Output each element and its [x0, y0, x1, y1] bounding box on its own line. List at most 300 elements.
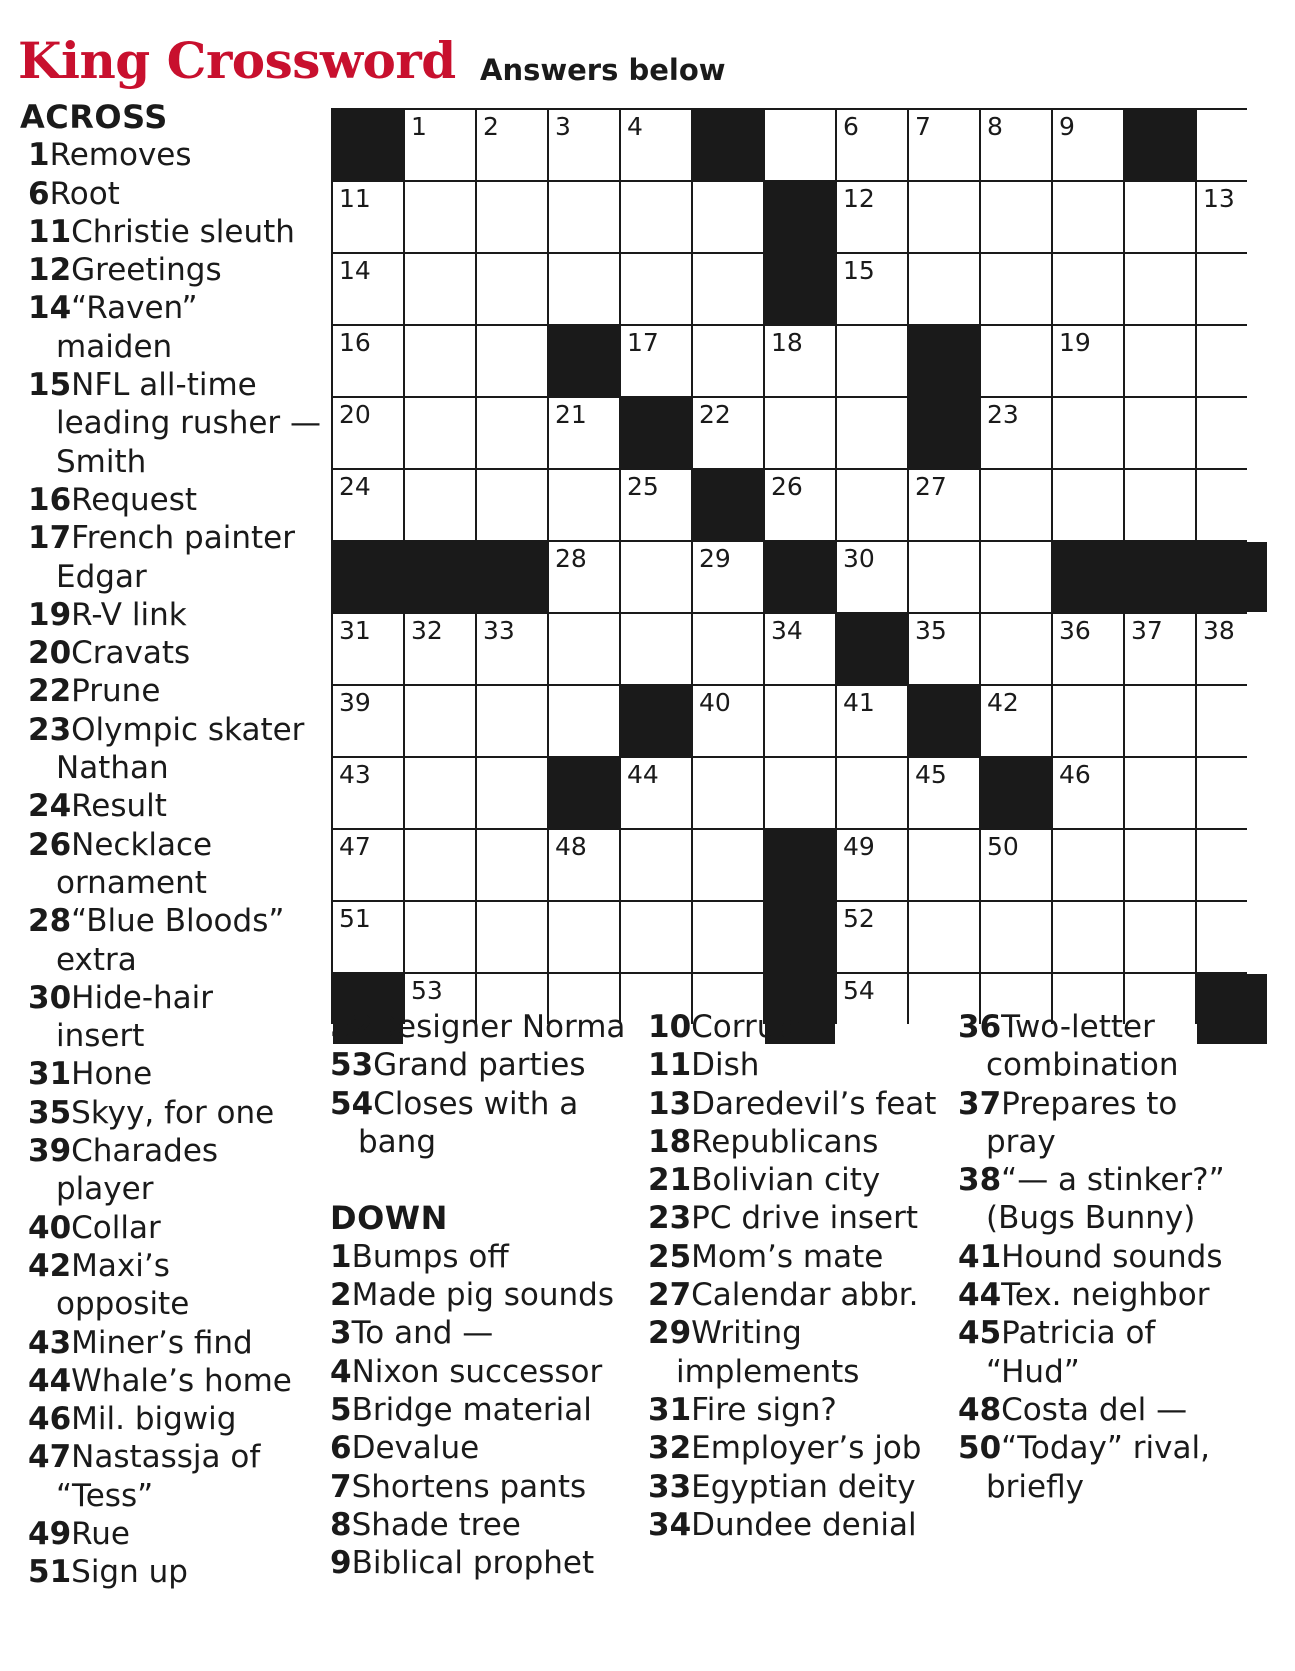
black-square — [837, 614, 907, 684]
grid-cell[interactable] — [981, 470, 1051, 540]
grid-cell[interactable] — [693, 326, 763, 396]
grid-cell[interactable] — [909, 830, 979, 900]
clue-number: 53 — [330, 1047, 374, 1084]
grid-cell[interactable] — [1125, 614, 1195, 684]
grid-cell[interactable] — [765, 686, 835, 756]
clue-text: Greetings — [71, 252, 222, 289]
down-clue-list-continued-2 — [950, 1008, 1225, 1506]
across-clue-list — [20, 136, 321, 1591]
across-clue-49 — [20, 1515, 321, 1553]
grid-cell[interactable] — [909, 614, 979, 684]
clue-text-continued: player — [56, 1171, 154, 1208]
cell-number: 12 — [843, 184, 875, 213]
grid-cell[interactable] — [981, 398, 1051, 468]
across-clue-26 — [20, 826, 321, 903]
grid-cell[interactable] — [1053, 398, 1123, 468]
clue-text-continued: bang — [358, 1123, 436, 1160]
grid-cell[interactable] — [1053, 614, 1123, 684]
grid-cell[interactable] — [837, 254, 907, 324]
clues-column-4 — [950, 1008, 1225, 1506]
grid-cell[interactable] — [621, 326, 691, 396]
clue-number: 20 — [28, 635, 72, 672]
clue-text-continued: (Bugs Bunny) — [986, 1200, 1196, 1237]
grid-cell[interactable] — [333, 398, 403, 468]
cell-number: 32 — [411, 616, 443, 645]
black-square — [693, 110, 763, 180]
grid-cell[interactable] — [1053, 254, 1123, 324]
grid-cell[interactable] — [477, 758, 547, 828]
grid-cell[interactable] — [549, 398, 619, 468]
clue-text: Shortens pants — [351, 1468, 587, 1505]
grid-cell[interactable] — [477, 398, 547, 468]
clue-number: 30 — [28, 979, 72, 1016]
cell-number: 18 — [771, 328, 803, 357]
clue-number: 52 — [330, 1009, 374, 1045]
answers-note: Answers below — [480, 53, 726, 87]
clue-text: Prepares to — [1001, 1085, 1178, 1122]
grid-cell[interactable] — [1125, 182, 1195, 252]
grid-cell[interactable] — [549, 830, 619, 900]
cell-number: 4 — [627, 112, 643, 141]
down-clue-6 — [322, 1429, 625, 1467]
grid-cell[interactable] — [1197, 110, 1267, 180]
grid-cell[interactable] — [837, 470, 907, 540]
grid-cell[interactable] — [1197, 758, 1267, 828]
clue-text: Result — [71, 788, 167, 825]
clue-text-continued: ornament — [56, 864, 207, 901]
clue-number: 11 — [28, 213, 72, 250]
across-clue-24 — [20, 787, 321, 825]
clue-text: Bumps off — [351, 1238, 509, 1275]
grid-cell[interactable] — [1197, 326, 1267, 396]
across-clue-6 — [20, 175, 321, 213]
grid-cell[interactable] — [1197, 830, 1267, 900]
cell-number: 33 — [483, 616, 515, 645]
down-clue-9 — [322, 1544, 625, 1582]
cell-number: 3 — [555, 112, 571, 141]
grid-cell[interactable] — [1053, 830, 1123, 900]
cell-number: 7 — [915, 112, 931, 141]
grid-cell[interactable] — [1125, 902, 1195, 972]
grid-cell[interactable] — [477, 686, 547, 756]
grid-cell[interactable] — [1053, 182, 1123, 252]
grid-cell[interactable] — [693, 542, 763, 612]
black-square — [1197, 542, 1267, 612]
grid-cell[interactable] — [477, 182, 547, 252]
clue-number: 4 — [330, 1353, 352, 1390]
cell-number: 17 — [627, 328, 659, 357]
cell-number: 46 — [1059, 760, 1091, 789]
down-clue-11 — [640, 1046, 936, 1084]
clue-text: Rue — [71, 1515, 131, 1552]
grid-cell[interactable] — [981, 830, 1051, 900]
clue-number: 6 — [28, 175, 50, 212]
clue-number: 26 — [28, 826, 72, 863]
grid-cell[interactable] — [981, 110, 1051, 180]
clue-text-continued: maiden — [56, 328, 173, 365]
grid-cell[interactable] — [333, 830, 403, 900]
grid-cell[interactable] — [477, 830, 547, 900]
grid-cell[interactable] — [549, 254, 619, 324]
down-clue-41 — [950, 1238, 1225, 1276]
clue-text: To and — — [351, 1315, 494, 1352]
grid-cell[interactable] — [693, 254, 763, 324]
cell-number: 37 — [1131, 616, 1163, 645]
clue-text: Nixon successor — [351, 1353, 603, 1390]
black-square — [333, 110, 403, 180]
grid-cell[interactable] — [1053, 686, 1123, 756]
grid-cell[interactable] — [909, 254, 979, 324]
clue-text: NFL all-time — [71, 367, 257, 404]
clue-text: Made pig sounds — [351, 1277, 614, 1314]
clue-number: 24 — [28, 788, 72, 825]
grid-cell[interactable] — [477, 326, 547, 396]
grid-cell[interactable] — [405, 398, 475, 468]
grid-cell[interactable] — [981, 326, 1051, 396]
clue-text-continued: “Hud” — [986, 1353, 1080, 1390]
clue-number: 5 — [330, 1391, 352, 1428]
across-clue-12 — [20, 251, 321, 289]
clue-text: “— a stinker?” — [1001, 1162, 1225, 1199]
grid-cell[interactable] — [1197, 686, 1267, 756]
across-clue-39 — [20, 1132, 321, 1209]
grid-cell[interactable] — [621, 182, 691, 252]
clue-text: Prune — [71, 673, 161, 710]
grid-cell[interactable] — [1053, 326, 1123, 396]
clue-text-continued: implements — [676, 1353, 860, 1390]
clue-number: 42 — [28, 1247, 72, 1284]
grid-cell[interactable] — [837, 542, 907, 612]
cell-number: 11 — [339, 184, 371, 213]
grid-cell[interactable] — [837, 686, 907, 756]
grid-cell[interactable] — [837, 758, 907, 828]
clue-text: Hide-hair — [71, 979, 214, 1016]
clue-text-continued: insert — [56, 1018, 145, 1055]
grid-cell[interactable] — [621, 830, 691, 900]
cell-number: 30 — [843, 544, 875, 573]
grid-cell[interactable] — [405, 110, 475, 180]
cell-number: 19 — [1059, 328, 1091, 357]
clue-text: Fire sign? — [691, 1391, 837, 1428]
grid-cell[interactable] — [1197, 902, 1267, 972]
grid-cell[interactable] — [693, 614, 763, 684]
clue-number: 54 — [330, 1085, 374, 1122]
grid-cell[interactable] — [549, 902, 619, 972]
grid-cell[interactable] — [621, 758, 691, 828]
black-square — [693, 470, 763, 540]
black-square — [333, 542, 403, 612]
grid-cell[interactable] — [333, 758, 403, 828]
grid-cell[interactable] — [1125, 830, 1195, 900]
clue-number: 18 — [648, 1123, 692, 1160]
black-square — [549, 758, 619, 828]
clue-number: 36 — [958, 1009, 1002, 1045]
down-clue-8 — [322, 1506, 625, 1544]
clue-text: “Raven” — [71, 290, 198, 327]
grid-cell[interactable] — [477, 614, 547, 684]
grid-cell[interactable] — [549, 686, 619, 756]
down-clue-25 — [640, 1238, 936, 1276]
cell-number: 40 — [699, 688, 731, 717]
grid-cell[interactable] — [621, 614, 691, 684]
down-clue-44 — [950, 1276, 1225, 1314]
clue-text: Hone — [71, 1056, 153, 1093]
black-square — [1053, 542, 1123, 612]
grid-cell[interactable] — [981, 902, 1051, 972]
clue-text: Devalue — [351, 1430, 480, 1467]
cell-number: 13 — [1203, 184, 1235, 213]
black-square — [765, 902, 835, 972]
grid-cell[interactable] — [837, 830, 907, 900]
clue-number: 41 — [958, 1238, 1002, 1275]
grid-cell[interactable] — [765, 398, 835, 468]
grid-cell[interactable] — [333, 470, 403, 540]
grid-cell[interactable] — [909, 182, 979, 252]
grid-cell[interactable] — [477, 470, 547, 540]
grid-cell[interactable] — [837, 326, 907, 396]
grid-cell[interactable] — [621, 542, 691, 612]
clue-number: 38 — [958, 1162, 1002, 1199]
grid-cell[interactable] — [405, 686, 475, 756]
grid-cell[interactable] — [837, 110, 907, 180]
grid-cell[interactable] — [1197, 614, 1267, 684]
cell-number: 36 — [1059, 616, 1091, 645]
grid-cell[interactable] — [405, 182, 475, 252]
grid-cell[interactable] — [909, 758, 979, 828]
grid-cell[interactable] — [477, 902, 547, 972]
grid-cell[interactable] — [981, 182, 1051, 252]
puzzle-title: King Crossword — [18, 31, 456, 90]
grid-cell[interactable] — [909, 542, 979, 612]
across-clue-23 — [20, 711, 321, 788]
across-clue-17 — [20, 519, 321, 596]
black-square — [549, 326, 619, 396]
grid-cell[interactable] — [765, 758, 835, 828]
grid-cell[interactable] — [693, 902, 763, 972]
grid-cell[interactable] — [1197, 254, 1267, 324]
grid-cell[interactable] — [765, 470, 835, 540]
clue-text-continued: leading rusher — — [56, 405, 322, 442]
clue-number: 31 — [648, 1391, 692, 1428]
clue-text: Writing — [691, 1315, 802, 1352]
across-clue-40 — [20, 1209, 321, 1247]
grid-cell[interactable] — [981, 254, 1051, 324]
clue-number: 8 — [330, 1506, 352, 1543]
grid-cell[interactable] — [333, 254, 403, 324]
grid-cell[interactable] — [693, 758, 763, 828]
clue-number: 9 — [330, 1545, 352, 1582]
grid-cell[interactable] — [1197, 470, 1267, 540]
grid-cell[interactable] — [405, 254, 475, 324]
grid-cell[interactable] — [1125, 326, 1195, 396]
cell-number: 39 — [339, 688, 371, 717]
grid-cell[interactable] — [549, 542, 619, 612]
cell-number: 16 — [339, 328, 371, 357]
across-clue-52 — [322, 1008, 625, 1046]
cell-number: 23 — [987, 400, 1019, 429]
grid-cell[interactable] — [1125, 686, 1195, 756]
across-clue-51 — [20, 1553, 321, 1591]
across-clue-30 — [20, 979, 321, 1056]
clue-text: Biblical prophet — [351, 1545, 595, 1582]
clue-text: Two-letter — [1001, 1009, 1155, 1045]
clue-number: 22 — [28, 673, 72, 710]
clue-text: Patricia of — [1001, 1315, 1156, 1352]
grid-cell[interactable] — [765, 326, 835, 396]
grid-cell[interactable] — [405, 614, 475, 684]
down-clue-3 — [322, 1314, 625, 1352]
across-clue-43 — [20, 1324, 321, 1362]
grid-cell[interactable] — [549, 470, 619, 540]
down-clue-48 — [950, 1391, 1225, 1429]
grid-cell[interactable] — [837, 182, 907, 252]
down-clue-45 — [950, 1314, 1225, 1391]
grid-cell[interactable] — [1125, 398, 1195, 468]
grid-cell[interactable] — [1197, 182, 1267, 252]
clue-number: 2 — [330, 1277, 352, 1314]
cell-number: 26 — [771, 472, 803, 501]
grid-cell[interactable] — [621, 110, 691, 180]
grid-cell[interactable] — [621, 470, 691, 540]
clue-number: 7 — [330, 1468, 352, 1505]
grid-cell[interactable] — [981, 686, 1051, 756]
grid-cell[interactable] — [549, 182, 619, 252]
down-clue-21 — [640, 1161, 936, 1199]
clue-number: 28 — [28, 903, 72, 940]
grid-cell[interactable] — [405, 470, 475, 540]
grid-cell[interactable] — [621, 902, 691, 972]
grid-cell[interactable] — [549, 110, 619, 180]
cell-number: 49 — [843, 832, 875, 861]
grid-cell[interactable] — [405, 326, 475, 396]
grid-cell[interactable] — [477, 110, 547, 180]
cell-number: 47 — [339, 832, 371, 861]
cell-number: 35 — [915, 616, 947, 645]
grid-cell[interactable] — [477, 254, 547, 324]
cell-number: 1 — [411, 112, 427, 141]
across-clues-column — [20, 98, 321, 1592]
down-heading: DOWN — [330, 1199, 448, 1238]
down-clue-5 — [322, 1391, 625, 1429]
cell-number: 48 — [555, 832, 587, 861]
clue-number: 1 — [330, 1238, 352, 1275]
cell-number: 31 — [339, 616, 371, 645]
across-clue-35 — [20, 1094, 321, 1132]
grid-cell[interactable] — [405, 902, 475, 972]
grid-cell[interactable] — [1053, 902, 1123, 972]
clue-number: 13 — [648, 1085, 692, 1122]
black-square — [621, 398, 691, 468]
clue-text: PC drive insert — [691, 1200, 919, 1237]
clue-text: Nastassja of — [71, 1439, 261, 1476]
black-square — [765, 830, 835, 900]
clue-text-continued: pray — [986, 1123, 1056, 1160]
grid-cell[interactable] — [1125, 254, 1195, 324]
across-heading: ACROSS — [20, 98, 168, 136]
down-clue-list-continued — [640, 1008, 936, 1544]
down-clue-50 — [950, 1429, 1225, 1506]
down-clue-36 — [950, 1008, 1225, 1085]
clue-text: Mom’s mate — [691, 1238, 884, 1275]
grid-cell[interactable] — [909, 470, 979, 540]
down-clue-38 — [950, 1161, 1225, 1238]
grid-cell[interactable] — [621, 254, 691, 324]
black-square — [1125, 542, 1195, 612]
clue-text: Hound sounds — [1001, 1238, 1223, 1275]
grid-cell[interactable] — [909, 110, 979, 180]
grid-cell[interactable] — [1053, 758, 1123, 828]
clue-number: 49 — [28, 1515, 72, 1552]
clue-text-continued: “Tess” — [56, 1477, 154, 1514]
across-clue-31 — [20, 1055, 321, 1093]
across-clue-14 — [20, 289, 321, 366]
clues-column-2 — [322, 1008, 625, 1582]
grid-cell[interactable] — [1053, 470, 1123, 540]
grid-cell[interactable] — [837, 902, 907, 972]
grid-cell[interactable] — [1053, 110, 1123, 180]
cell-number: 52 — [843, 904, 875, 933]
cell-number: 25 — [627, 472, 659, 501]
grid-cell[interactable] — [693, 182, 763, 252]
grid-cell[interactable] — [333, 326, 403, 396]
clue-text: Egyptian deity — [691, 1468, 916, 1505]
across-clue-22 — [20, 672, 321, 710]
grid-cell[interactable] — [1125, 470, 1195, 540]
grid-cell[interactable] — [837, 398, 907, 468]
across-clue-15 — [20, 366, 321, 481]
clue-text: Daredevil’s feat — [691, 1085, 937, 1122]
grid-cell[interactable] — [693, 686, 763, 756]
grid-cell[interactable] — [333, 686, 403, 756]
clue-number: 35 — [28, 1094, 72, 1131]
grid-cell[interactable] — [333, 902, 403, 972]
grid-cell[interactable] — [765, 110, 835, 180]
grid-cell[interactable] — [909, 902, 979, 972]
clue-text: Corrupt — [691, 1009, 809, 1045]
clue-text: Dish — [691, 1047, 760, 1084]
grid-cell[interactable] — [981, 614, 1051, 684]
down-clue-27 — [640, 1276, 936, 1314]
clue-text: Tex. neighbor — [1001, 1277, 1210, 1314]
cell-number: 6 — [843, 112, 859, 141]
clue-number: 19 — [28, 596, 72, 633]
grid-cell[interactable] — [549, 614, 619, 684]
cell-number: 21 — [555, 400, 587, 429]
grid-cell[interactable] — [693, 830, 763, 900]
grid-cell[interactable] — [333, 182, 403, 252]
grid-cell[interactable] — [981, 542, 1051, 612]
grid-cell[interactable] — [405, 830, 475, 900]
grid-cell[interactable] — [333, 614, 403, 684]
grid-cell[interactable] — [1197, 398, 1267, 468]
grid-cell[interactable] — [1125, 758, 1195, 828]
cell-number: 54 — [843, 976, 875, 1005]
black-square — [909, 326, 979, 396]
clue-number: 10 — [648, 1009, 692, 1045]
clue-number: 27 — [648, 1277, 692, 1314]
cell-number: 44 — [627, 760, 659, 789]
clue-text: Skyy, for one — [71, 1094, 275, 1131]
grid-cell[interactable] — [693, 398, 763, 468]
cell-number: 2 — [483, 112, 499, 141]
clue-number: 17 — [28, 520, 72, 557]
grid-cell[interactable] — [405, 758, 475, 828]
grid-cell[interactable] — [765, 614, 835, 684]
clue-text: French painter — [71, 520, 295, 557]
clue-text: Closes with a — [373, 1085, 579, 1122]
down-clue-23 — [640, 1199, 936, 1237]
across-clue-11 — [20, 213, 321, 251]
